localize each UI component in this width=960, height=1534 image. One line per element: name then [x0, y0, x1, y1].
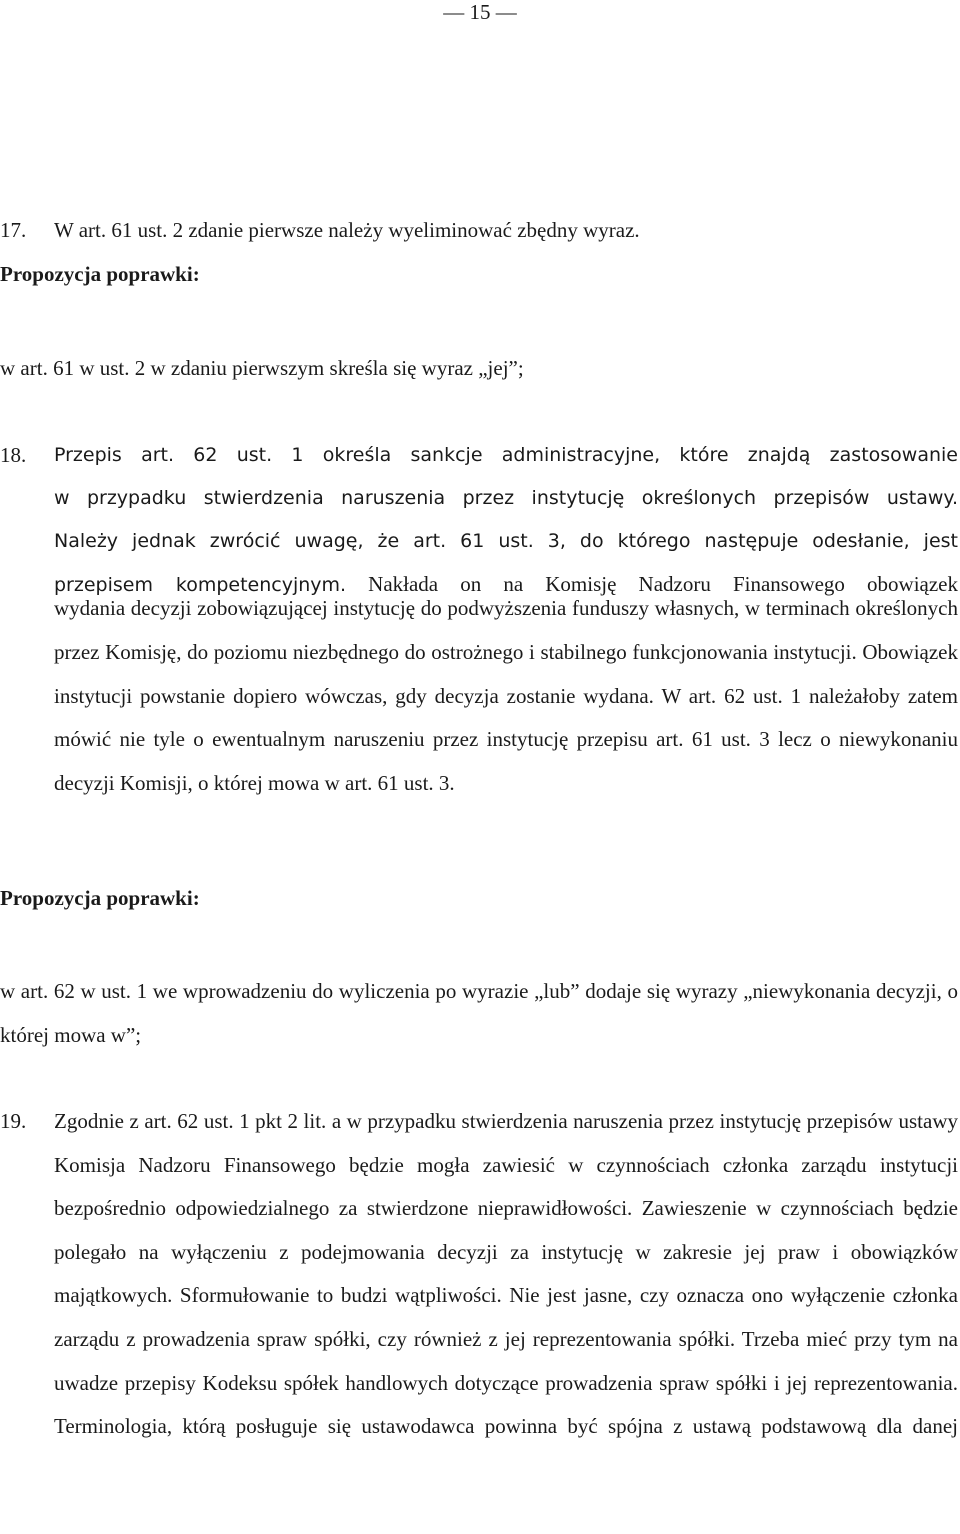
- item-18-proposal-text: w art. 62 w ust. 1 we wprowadzeniu do wyliczenia po wyrazie „lub” dodaje się wyrazy „niewykonania decyzji, o której mowa w”;: [0, 979, 958, 1047]
- item-17-proposal-heading: Propozycja poprawki:: [0, 262, 200, 286]
- item-18-proposal: [0, 970, 958, 1057]
- item-18-proposal-heading: Propozycja poprawki:: [0, 886, 200, 910]
- item-17-text: W art. 61 ust. 2 zdanie pierwsze należy wyeliminować zbędny wyraz.: [54, 218, 640, 242]
- item-19-number: 19.: [0, 1109, 27, 1133]
- item-17-proposal-text: w art. 61 w ust. 2 w zdaniu pierwszym skreśla się wyraz „jej”;: [0, 356, 524, 380]
- item-18-body: [54, 443, 958, 805]
- page-number: — 15 —: [443, 0, 517, 24]
- item-18-line-2: w przypadku stwierdzenia naruszenia przez instytucję określonych przepisów ustawy.: [54, 487, 958, 509]
- item-18-line-1: Przepis art. 62 ust. 1 określa sankcje administracyjne, które znajdą zastosowanie: [54, 444, 958, 466]
- item-18-line-4-sans: przepisem kompetencyjnym.: [54, 574, 347, 596]
- item-19-paragraph: Zgodnie z art. 62 ust. 1 pkt 2 lit. a w przypadku stwierdzenia naruszenia przez instytucję przepisów ustawy Komisja Nadzoru Finansowego będzie mogła zawiesić w czynnościach członka zarządu instytucji bezpośrednio odpowiedzialnego za stwierdzone nieprawidłowości. Zawieszenie w czynnościach będzie polegało na wyłączeniu z podejmowania decyzji za instytucję w zakresie jej praw i obowiązków majątkowych. Sformułowanie to budzi wątpliwości. Nie jest jasne, czy oznacza ono wyłączenie członka zarządu z prowadzenia spraw spółki, czy również z jej reprezentowania spółki. Trzeba mieć przy tym na uwadze przepisy Kodeksu spółek handlowych dotyczące prowadzenia spraw spółki i jej reprezentowania. Terminologia, którą posługuje się ustawodawca powinna być spójna z ustawą podstawową dla danej: [54, 1109, 958, 1439]
- item-18-number: 18.: [0, 443, 27, 467]
- item-18-line-4-rest: Nakłada on na Komisję Nadzoru Finansowego obowiązek: [346, 572, 959, 596]
- item-17-number: 17.: [0, 218, 27, 242]
- item-18-paragraph: wydania decyzji zobowiązującej instytucję do podwyższenia funduszy własnych, w terminach określonych przez Komisję, do poziomu niezbędnego do ostrożnego i stabilnego funkcjonowania instytucji. Obowiązek instytucji powstanie dopiero wówczas, gdy decyzja zostanie wydana. W art. 62 ust. 1 należałoby zatem mówić nie tyle o ewentualnym naruszeniu przez instytucję przepisu art. 61 ust. 3 lecz o niewykonaniu decyzji Komisji, o której mowa w art. 61 ust. 3.: [54, 596, 958, 795]
- item-18-line-3: Należy jednak zwrócić uwagę, że art. 61 ust. 3, do którego następuje odesłanie, jest: [54, 530, 958, 552]
